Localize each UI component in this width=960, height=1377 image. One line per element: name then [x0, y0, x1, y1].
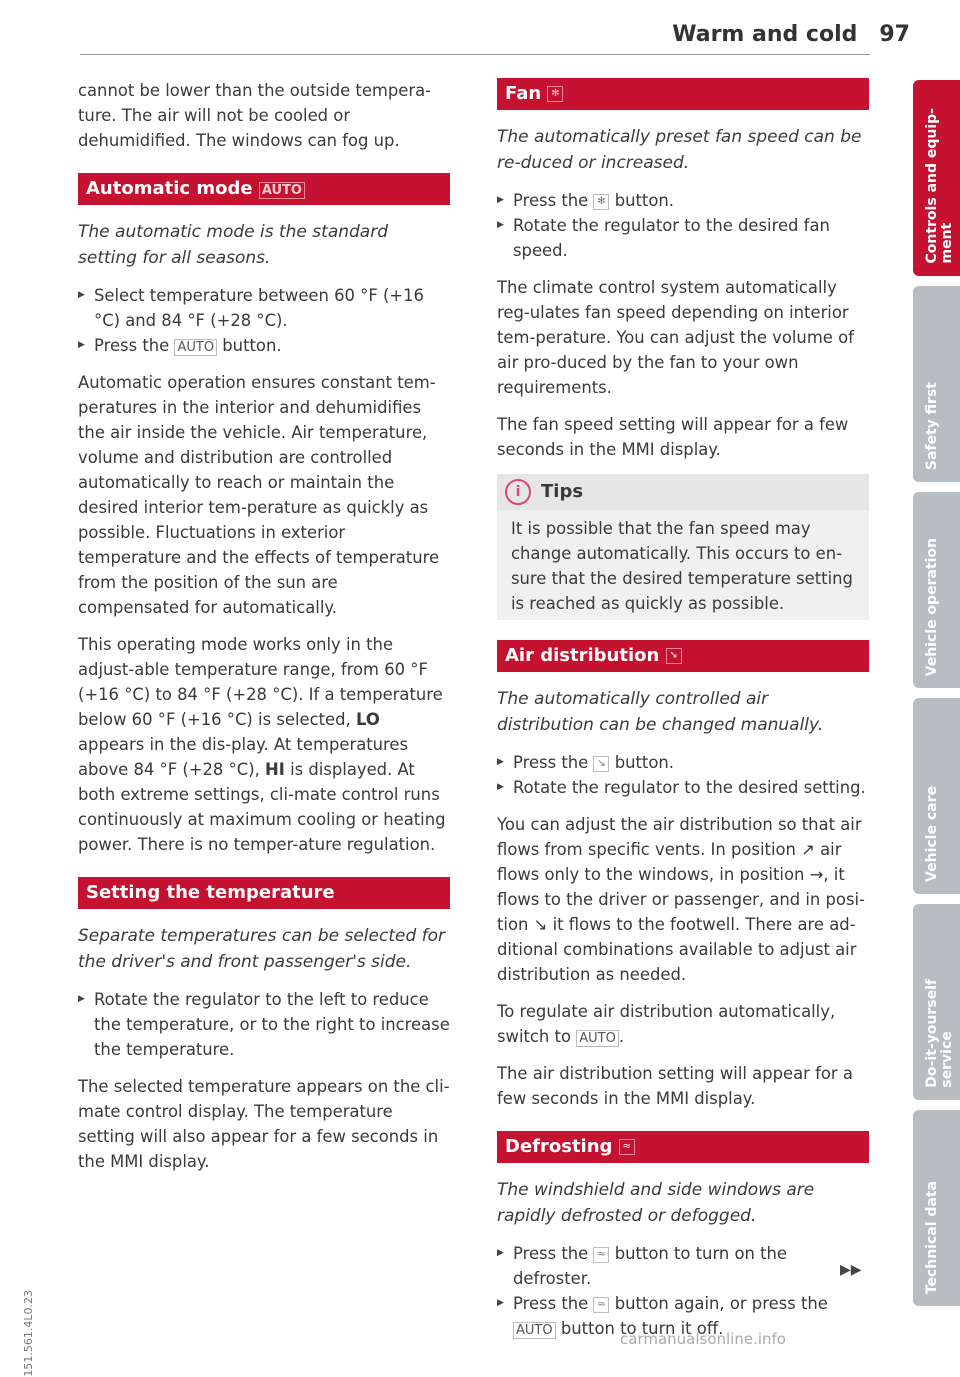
- tips-text: It is possible that the fan speed may change automatically. This occurs to en-sure that the desired temperature setting is reached as quickly as possible.: [497, 510, 869, 620]
- paragraph: The air distribution setting will appear for a few seconds in the MMI display.: [497, 1064, 853, 1108]
- setting-temperature-intro: Separate temperatures can be selected for the driver's and front passenger's side.: [78, 926, 446, 972]
- air-distribution-steps: [497, 750, 869, 800]
- step: ▶ Rotate the regulator to the desired fan speed.: [497, 213, 869, 263]
- paragraph: This operating mode works only in the adjust-able temperature range, from 60 °F (+16 °C) to 84 °F (+28 °C). If a temperature below 60 °F (+16 °C) is selected, LO appears in the dis-play. At temperatures above 84 °F (+28 °C), HI is displayed. At both extreme settings, cli-mate control runs continuously at maximum cooling or heating power. There is no temper-ature regulation.: [78, 635, 446, 854]
- setting-temperature-steps: [78, 987, 450, 1062]
- tab-safety[interactable]: Safety first: [913, 286, 960, 482]
- step: ▶ Select temperature between 60 °F (+16 °C) and 84 °F (+28 °C).: [78, 283, 450, 333]
- defrost-icon: ≈: [619, 1139, 635, 1155]
- section-title: Warm and cold: [672, 22, 858, 47]
- paragraph: The fan speed setting will appear for a few seconds in the MMI display.: [497, 415, 849, 459]
- air-distribution-heading: Air distribution ↘: [497, 640, 869, 672]
- fan-steps: [497, 188, 869, 263]
- step: ▶ Press the ↘ button.: [497, 750, 869, 775]
- automatic-mode-heading: Automatic mode AUTO: [78, 173, 450, 205]
- fan-icon: ✻: [593, 194, 609, 210]
- tab-controls[interactable]: Controls and equip- ment: [913, 80, 960, 276]
- tips-heading: i Tips: [497, 474, 869, 510]
- continue-arrow-icon: ▶▶: [840, 1262, 862, 1278]
- page-header: [480, 22, 910, 47]
- paragraph: You can adjust the air distribution so that air flows from specific vents. In position ↗ air flows only to the windows, in position →, it flows to the driver or passenger, and in posi-tion ↘ it flows to the footwell. There are ad-ditional combinations available to adjust air distribution as needed.: [497, 815, 865, 984]
- defrost-icon: ≈: [593, 1297, 609, 1313]
- defrosting-steps: [497, 1241, 869, 1341]
- defrost-icon: ≈: [593, 1247, 609, 1263]
- fan-intro: The automatically preset fan speed can be re-duced or increased.: [497, 127, 862, 173]
- step: ▶ Press the ≈ button again, or press the AUTO button to turn it off.: [497, 1291, 869, 1341]
- windshield-vent-icon: ↗: [801, 840, 815, 859]
- auto-key: AUTO: [174, 339, 217, 356]
- paragraph: The climate control system automatically reg-ulates fan speed depending on interior tem-perature. You can adjust the volume of air pro-duced by the fan to your own requirements.: [497, 278, 854, 397]
- header-rule: [80, 54, 870, 55]
- paragraph: Automatic operation ensures constant tem-peratures in the interior and dehumidifies the air inside the vehicle. Air temperature, volume and distribution are controlled automatically to reach or maintain the desired interior tem-perature as quickly as possible. Fluctuations in exterior temperature and the effects of temperature from the position of the sun are compensated for automatically.: [78, 373, 440, 617]
- step: ▶ Rotate the regulator to the desired setting.: [497, 775, 869, 800]
- defrosting-heading: Defrosting ≈: [497, 1131, 869, 1163]
- info-icon: i: [505, 479, 531, 505]
- watermark: carmanualsonline.info: [620, 1330, 786, 1348]
- tab-diy-service[interactable]: Do-it-yourself service: [913, 904, 960, 1100]
- tab-vehicle-operation[interactable]: Vehicle operation: [913, 492, 960, 688]
- page-number: 97: [879, 22, 910, 47]
- continued-text: cannot be lower than the outside tempera-ture. The air will not be cooled or dehumidified. The windows can fog up.: [78, 81, 432, 150]
- tab-technical-data[interactable]: Technical data: [913, 1110, 960, 1306]
- automatic-mode-steps: [78, 283, 450, 358]
- auto-key: AUTO: [513, 1322, 556, 1339]
- step: ▶ Press the ≈ button to turn on the defroster.: [497, 1241, 869, 1291]
- tips-box: [497, 474, 869, 620]
- tab-vehicle-care[interactable]: Vehicle care: [913, 698, 960, 894]
- document-code: 151.561.4L0.23: [22, 1290, 35, 1377]
- paragraph: To regulate air distribution automatically, switch to AUTO .: [497, 1002, 836, 1046]
- body-vent-icon: →: [809, 865, 824, 884]
- step: ▶ Press the ✻ button.: [497, 188, 869, 213]
- air-distribution-icon: ↘: [666, 648, 682, 664]
- auto-key: AUTO: [576, 1030, 619, 1047]
- air-distribution-intro: The automatically controlled air distribution can be changed manually.: [497, 689, 824, 735]
- fan-heading: Fan ✻: [497, 78, 869, 110]
- right-column: [497, 78, 869, 1353]
- step: ▶ Rotate the regulator to the left to reduce the temperature, or to the right to increase the temperature.: [78, 987, 450, 1062]
- auto-key: AUTO: [259, 182, 305, 199]
- air-distribution-icon: ↘: [593, 756, 609, 772]
- automatic-mode-intro: The automatic mode is the standard setting for all seasons.: [78, 222, 389, 268]
- footwell-vent-icon: ↘: [533, 915, 548, 934]
- step: ▶ Press the AUTO button.: [78, 333, 450, 358]
- left-column: [78, 78, 450, 1186]
- setting-temperature-heading: Setting the temperature: [78, 877, 450, 909]
- fan-icon: ✻: [547, 86, 563, 102]
- paragraph: The selected temperature appears on the cli-mate control display. The temperature setting will also appear for a few seconds in the MMI display.: [78, 1077, 450, 1171]
- defrosting-intro: The windshield and side windows are rapidly defrosted or defogged.: [497, 1180, 815, 1226]
